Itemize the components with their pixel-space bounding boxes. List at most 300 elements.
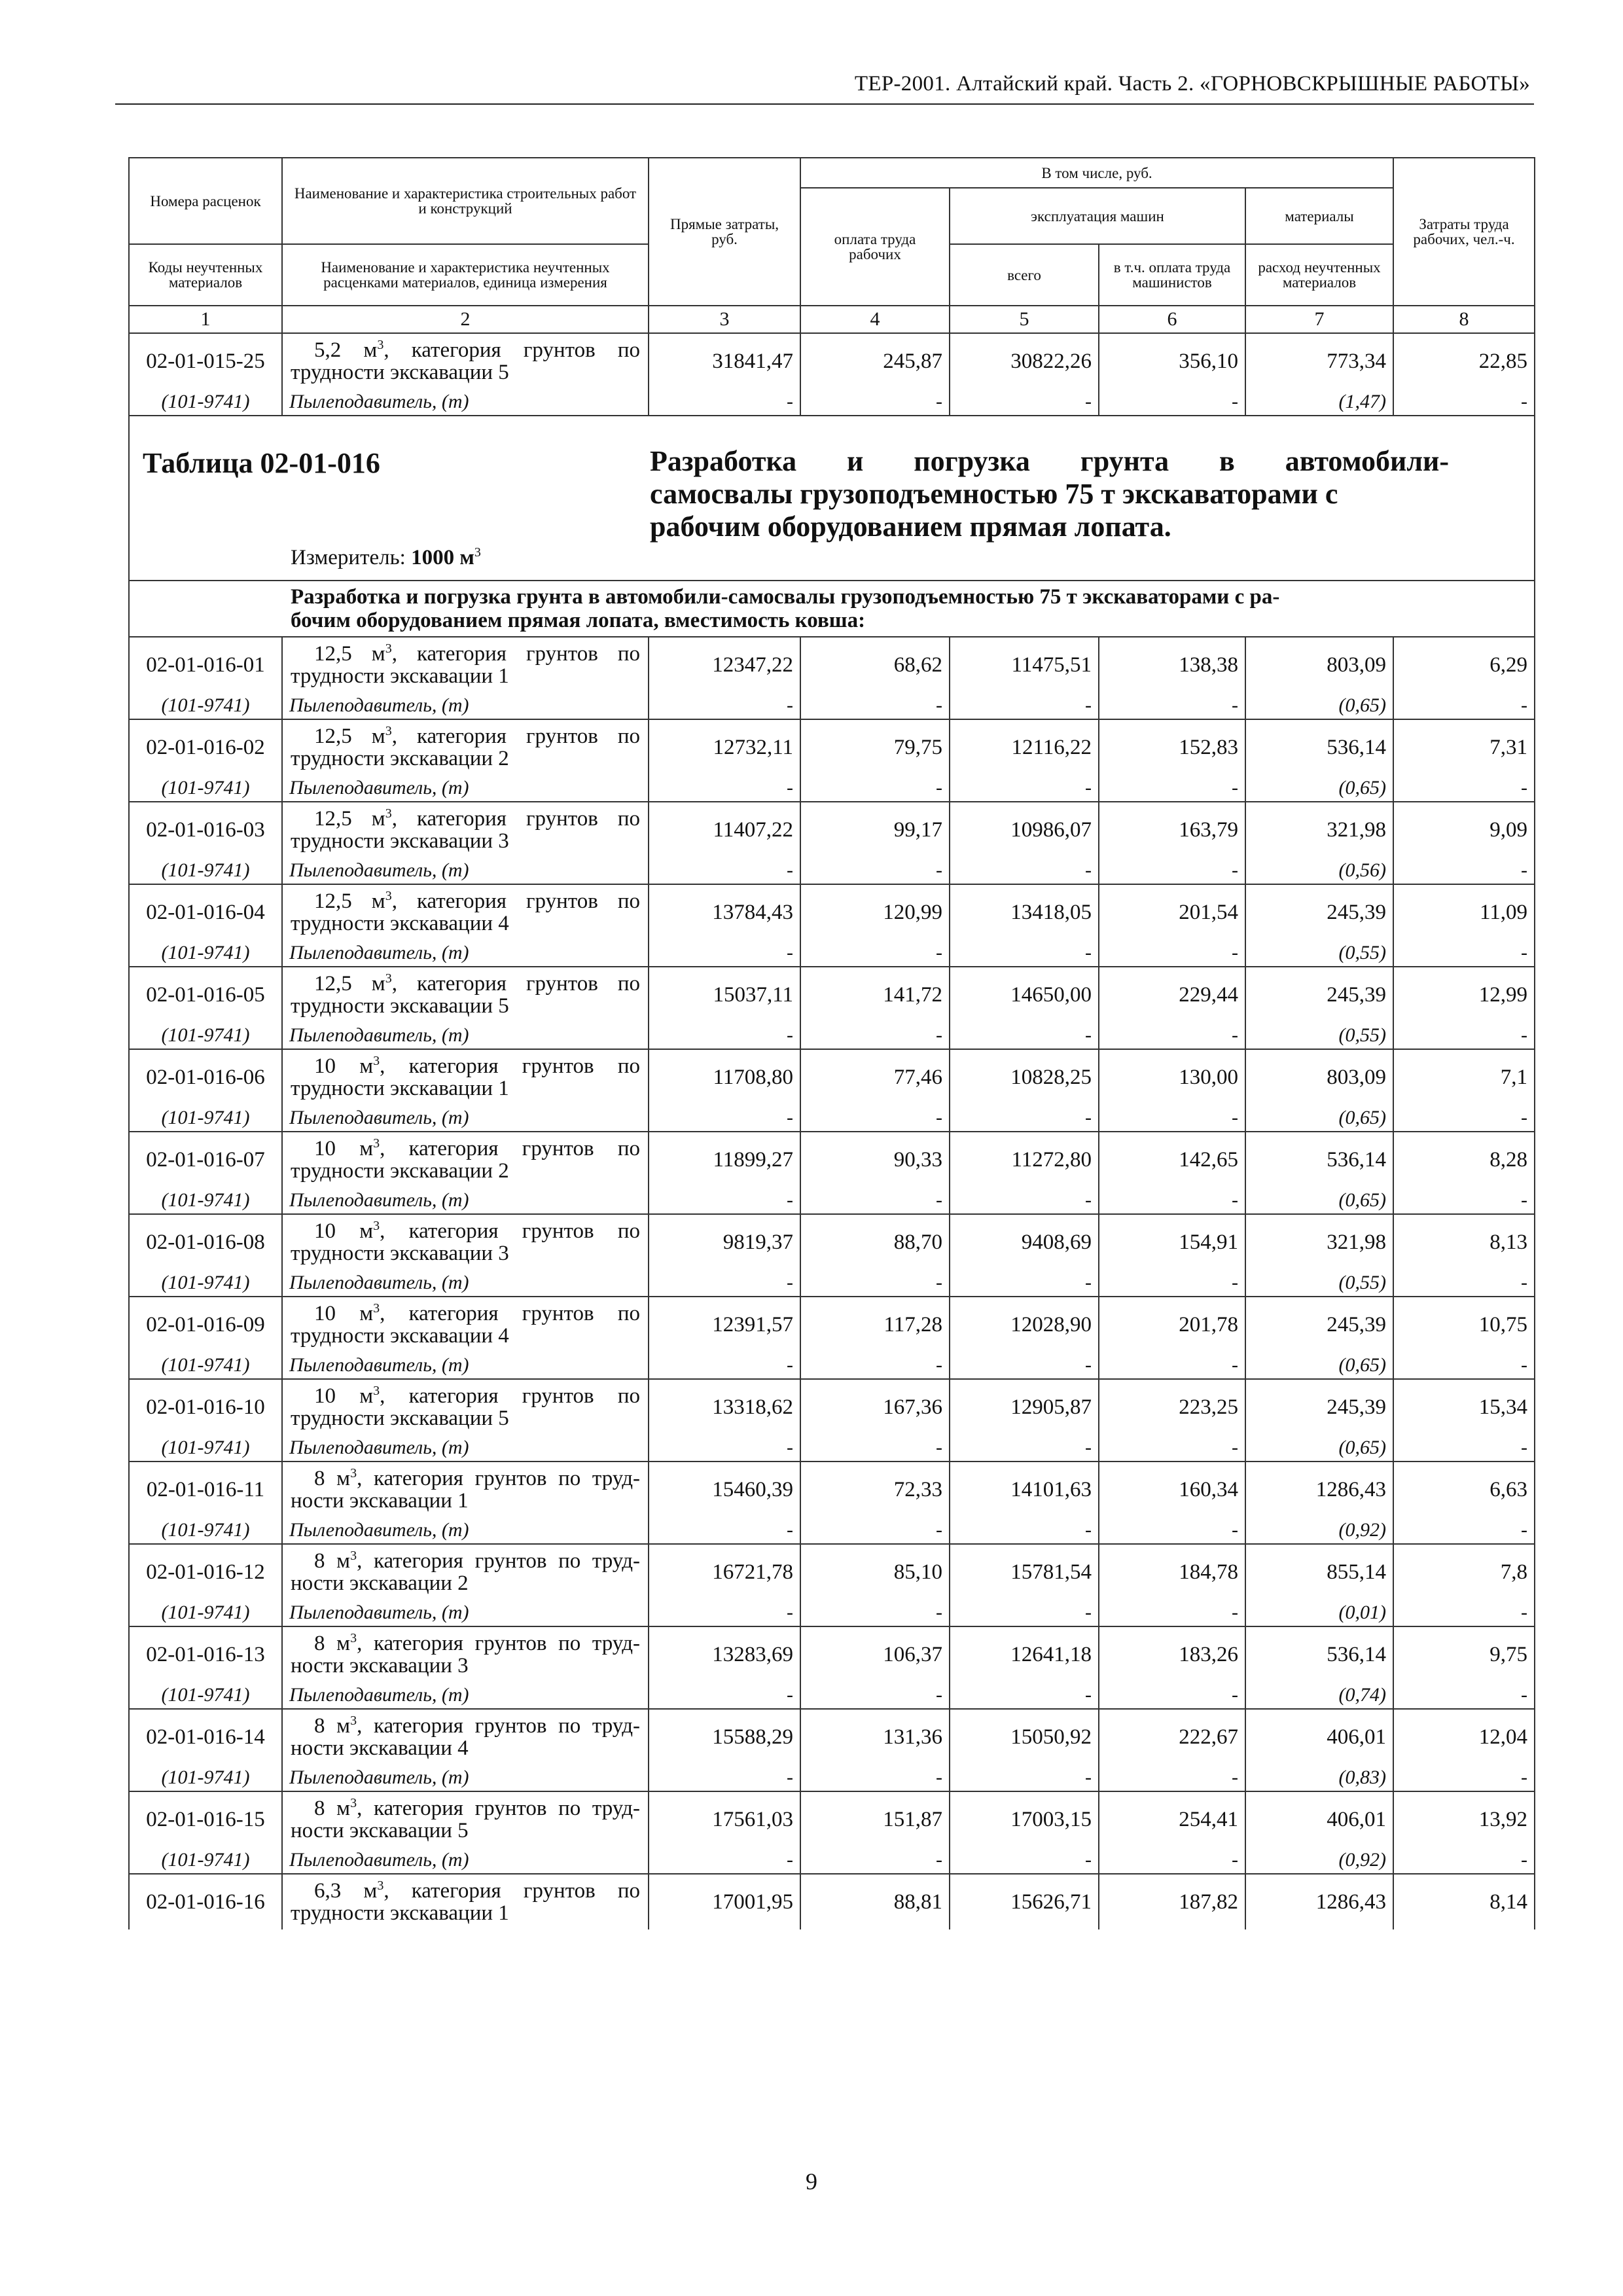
table-title-block	[129, 416, 1535, 581]
rate-text-line1: , категория грунтов по	[380, 1219, 641, 1243]
dash-cell: -	[649, 1517, 800, 1544]
column-number: 2	[282, 306, 649, 333]
materials-cost: 245,39	[1245, 967, 1393, 1022]
rate-description	[282, 1214, 649, 1270]
material-row	[129, 1352, 1535, 1379]
dash-cell: -	[649, 1765, 800, 1791]
column-number: 6	[1099, 306, 1245, 333]
rates-table	[128, 157, 1535, 1929]
dash-cell: -	[649, 1270, 800, 1297]
labor-pay: 117,28	[800, 1297, 950, 1352]
rate-text-line1: , категория грунтов по	[391, 807, 641, 831]
machines-total: 15781,54	[950, 1544, 1099, 1600]
unit-exponent: 3	[385, 889, 392, 903]
table-row	[129, 1462, 1535, 1517]
machines-total: 17003,15	[950, 1791, 1099, 1847]
material-name: Пылеподавитель, (т)	[282, 1022, 649, 1049]
material-code: (101-9741)	[129, 1682, 282, 1709]
machinists-pay: 356,10	[1099, 333, 1245, 389]
header-materials: материалы	[1245, 188, 1393, 244]
header-title: ТЕР-2001. Алтайский край. Часть 2. «ГОРНОВСКРЫШНЫЕ РАБОТЫ»	[854, 72, 1530, 96]
machinists-pay: 130,00	[1099, 1049, 1245, 1105]
dash-cell: -	[1393, 857, 1535, 884]
dash-cell: -	[1393, 1352, 1535, 1379]
unit-exponent: 3	[373, 1384, 380, 1398]
dash-cell: -	[649, 1847, 800, 1874]
table-row	[129, 967, 1535, 1022]
rate-description	[282, 1874, 649, 1929]
rate-code: 02-01-016-09	[129, 1297, 282, 1352]
rate-description	[282, 333, 649, 389]
dash-cell: -	[800, 692, 950, 719]
rate-description	[282, 1297, 649, 1352]
header-machines-total: всего	[950, 244, 1099, 306]
material-code: (101-9741)	[129, 1600, 282, 1626]
measure-value: 1000 м	[411, 546, 474, 569]
rate-unit: м	[363, 1879, 378, 1903]
rate-text-line2: трудности экскавации 5	[291, 994, 509, 1018]
dash-cell: -	[1393, 1435, 1535, 1462]
rate-code: 02-01-016-11	[129, 1462, 282, 1517]
rate-text-line2: ности экскавации 3	[291, 1654, 469, 1677]
material-code: (101-9741)	[129, 1270, 282, 1297]
machinists-pay: 160,34	[1099, 1462, 1245, 1517]
material-consumption: (0,56)	[1245, 857, 1393, 884]
column-number: 8	[1393, 306, 1535, 333]
table-row	[129, 719, 1535, 775]
rate-description	[282, 967, 649, 1022]
rate-text-line2: трудности экскавации 1	[291, 1077, 509, 1100]
dash-cell: -	[1393, 1600, 1535, 1626]
machines-total: 14650,00	[950, 967, 1099, 1022]
materials-cost: 803,09	[1245, 637, 1393, 692]
table-title-line3: рабочим оборудованием прямая лопата.	[650, 511, 1171, 543]
dash-cell: -	[800, 857, 950, 884]
machinists-pay: 201,54	[1099, 884, 1245, 940]
materials-cost: 406,01	[1245, 1791, 1393, 1847]
labor-hours: 7,1	[1393, 1049, 1535, 1105]
machines-total: 10986,07	[950, 802, 1099, 857]
dash-cell: -	[1393, 389, 1535, 416]
column-number: 7	[1245, 306, 1393, 333]
material-code: (101-9741)	[129, 1435, 282, 1462]
labor-pay: 72,33	[800, 1462, 950, 1517]
material-code: (101-9741)	[129, 1022, 282, 1049]
machinists-pay: 187,82	[1099, 1874, 1245, 1929]
rate-text-line1-wrap	[291, 1880, 640, 1902]
machinists-pay: 138,38	[1099, 637, 1245, 692]
measure-label: Измеритель:	[291, 546, 406, 569]
dash-cell: -	[649, 1600, 800, 1626]
labor-pay: 151,87	[800, 1791, 950, 1847]
rate-quantity: 10	[314, 1137, 336, 1160]
rate-quantity: 8	[314, 1549, 325, 1573]
direct-cost: 11899,27	[649, 1132, 800, 1187]
rate-text-line2: трудности экскавации 4	[291, 1324, 509, 1348]
column-number: 5	[950, 306, 1099, 333]
rate-unit: м	[371, 972, 385, 996]
rate-quantity: 10	[314, 1384, 336, 1408]
table-title-line1: Разработка и погрузка грунта в автомобили-	[650, 445, 1450, 477]
rate-text-line1-wrap	[291, 808, 640, 830]
table-title	[650, 445, 1449, 543]
dash-cell: -	[800, 1270, 950, 1297]
dash-cell: -	[649, 1352, 800, 1379]
table-label: Таблица 02-01-016	[143, 447, 380, 479]
direct-cost: 15037,11	[649, 967, 800, 1022]
material-consumption: (1,47)	[1245, 389, 1393, 416]
dash-cell: -	[950, 857, 1099, 884]
dash-cell: -	[1393, 1187, 1535, 1214]
direct-cost: 15460,39	[649, 1462, 800, 1517]
direct-cost: 9819,37	[649, 1214, 800, 1270]
direct-cost: 15588,29	[649, 1709, 800, 1765]
direct-cost: 16721,78	[649, 1544, 800, 1600]
material-name: Пылеподавитель, (т)	[282, 692, 649, 719]
rate-text-line1-wrap	[291, 1055, 640, 1077]
unit-exponent: 3	[373, 1136, 380, 1151]
rate-code: 02-01-016-04	[129, 884, 282, 940]
material-consumption: (0,65)	[1245, 692, 1393, 719]
dash-cell: -	[1099, 940, 1245, 967]
material-row	[129, 940, 1535, 967]
labor-pay: 85,10	[800, 1544, 950, 1600]
dash-cell: -	[1393, 1105, 1535, 1132]
dash-cell: -	[1393, 940, 1535, 967]
rate-unit: м	[336, 1714, 351, 1738]
dash-cell: -	[649, 1022, 800, 1049]
dash-cell: -	[649, 692, 800, 719]
material-code: (101-9741)	[129, 1765, 282, 1791]
machines-total: 30822,26	[950, 333, 1099, 389]
rate-text-line1: , категория грунтов по труд-	[357, 1797, 640, 1820]
unit-exponent: 3	[350, 1796, 357, 1810]
labor-hours: 8,13	[1393, 1214, 1535, 1270]
rate-quantity: 12,5	[314, 972, 352, 996]
rate-description	[282, 884, 649, 940]
rate-text-line1-wrap	[291, 1715, 640, 1737]
rate-code: 02-01-016-12	[129, 1544, 282, 1600]
rate-quantity: 10	[314, 1054, 336, 1078]
table-row	[129, 1626, 1535, 1682]
material-name: Пылеподавитель, (т)	[282, 1847, 649, 1874]
unit-exponent: 3	[350, 1466, 357, 1480]
dash-cell: -	[950, 1022, 1099, 1049]
material-row	[129, 1435, 1535, 1462]
material-consumption: (0,65)	[1245, 775, 1393, 802]
dash-cell: -	[1099, 1847, 1245, 1874]
dash-cell: -	[1393, 1270, 1535, 1297]
material-name: Пылеподавитель, (т)	[282, 1187, 649, 1214]
unit-exponent: 3	[377, 1878, 384, 1893]
dash-cell: -	[1393, 1682, 1535, 1709]
rate-quantity: 12,5	[314, 642, 352, 666]
table-row	[129, 1791, 1535, 1847]
material-code: (101-9741)	[129, 940, 282, 967]
rate-unit: м	[336, 1632, 351, 1655]
rate-unit: м	[359, 1219, 374, 1243]
rate-unit: м	[363, 338, 378, 362]
table-row	[129, 1132, 1535, 1187]
direct-cost: 17001,95	[649, 1874, 800, 1929]
direct-cost: 31841,47	[649, 333, 800, 389]
material-code: (101-9741)	[129, 389, 282, 416]
rate-text-line2: трудности экскавации 2	[291, 747, 509, 770]
unit-exponent: 3	[385, 806, 392, 821]
rate-text-line1-wrap	[291, 1220, 640, 1242]
dash-cell: -	[950, 1270, 1099, 1297]
machinists-pay: 222,67	[1099, 1709, 1245, 1765]
dash-cell: -	[1099, 1600, 1245, 1626]
labor-pay: 79,75	[800, 719, 950, 775]
machines-total: 12905,87	[950, 1379, 1099, 1435]
material-name: Пылеподавитель, (т)	[282, 1105, 649, 1132]
direct-cost: 13784,43	[649, 884, 800, 940]
materials-cost: 1286,43	[1245, 1462, 1393, 1517]
unit-exponent: 3	[350, 1549, 357, 1563]
dash-cell: -	[1099, 1435, 1245, 1462]
dash-cell: -	[1099, 1105, 1245, 1132]
labor-hours: 9,75	[1393, 1626, 1535, 1682]
labor-hours: 12,04	[1393, 1709, 1535, 1765]
table-row	[129, 1214, 1535, 1270]
rate-text-line1: , категория грунтов по труд-	[357, 1632, 640, 1655]
machinists-pay: 223,25	[1099, 1379, 1245, 1435]
dash-cell: -	[1099, 389, 1245, 416]
table-title-line2: самосвалы грузоподъемностью 75 т экскаваторами с	[650, 478, 1338, 510]
material-code: (101-9741)	[129, 1187, 282, 1214]
rate-unit: м	[359, 1302, 374, 1325]
dash-cell: -	[1099, 775, 1245, 802]
labor-pay: 106,37	[800, 1626, 950, 1682]
rate-unit: м	[359, 1384, 374, 1408]
table-row	[129, 1379, 1535, 1435]
dash-cell: -	[649, 1682, 800, 1709]
materials-cost: 245,39	[1245, 1297, 1393, 1352]
machinists-pay: 229,44	[1099, 967, 1245, 1022]
labor-hours: 11,09	[1393, 884, 1535, 940]
labor-hours: 10,75	[1393, 1297, 1535, 1352]
unit-exponent: 3	[373, 1301, 380, 1316]
rate-unit: м	[371, 725, 385, 748]
rate-description	[282, 1132, 649, 1187]
rate-unit: м	[336, 1549, 351, 1573]
labor-hours: 6,63	[1393, 1462, 1535, 1517]
rate-quantity: 12,5	[314, 725, 352, 748]
rate-description	[282, 637, 649, 692]
machinists-pay: 254,41	[1099, 1791, 1245, 1847]
labor-hours: 9,09	[1393, 802, 1535, 857]
column-number: 1	[129, 306, 282, 333]
labor-hours: 15,34	[1393, 1379, 1535, 1435]
labor-hours: 7,31	[1393, 719, 1535, 775]
machinists-pay: 183,26	[1099, 1626, 1245, 1682]
header-materials-uncounted: расход неучтенных материалов	[1245, 244, 1393, 306]
material-row	[129, 692, 1535, 719]
rate-text-line1: , категория грунтов по труд-	[357, 1549, 640, 1573]
dash-cell: -	[800, 940, 950, 967]
labor-hours: 8,14	[1393, 1874, 1535, 1929]
materials-cost: 536,14	[1245, 1626, 1393, 1682]
material-row	[129, 1517, 1535, 1544]
dash-cell: -	[1393, 1517, 1535, 1544]
material-consumption: (0,01)	[1245, 1600, 1393, 1626]
column-number: 3	[649, 306, 800, 333]
labor-pay: 68,62	[800, 637, 950, 692]
table-row	[129, 884, 1535, 940]
material-name: Пылеподавитель, (т)	[282, 1352, 649, 1379]
rate-text-line1: , категория грунтов по	[391, 972, 641, 996]
dash-cell: -	[649, 1105, 800, 1132]
machinists-pay: 163,79	[1099, 802, 1245, 857]
table-row	[129, 802, 1535, 857]
dash-cell: -	[950, 775, 1099, 802]
rate-text-line1-wrap	[291, 1385, 640, 1407]
table-row	[129, 1709, 1535, 1765]
dash-cell: -	[800, 1435, 950, 1462]
rate-text-line1-wrap	[291, 1467, 640, 1490]
rate-code: 02-01-016-02	[129, 719, 282, 775]
materials-cost: 536,14	[1245, 1132, 1393, 1187]
material-consumption: (0,55)	[1245, 1022, 1393, 1049]
header-material-codes: Коды неучтенных материалов	[129, 244, 282, 306]
rate-text-line2: ности экскавации 5	[291, 1819, 469, 1842]
machinists-pay: 184,78	[1099, 1544, 1245, 1600]
material-code: (101-9741)	[129, 1517, 282, 1544]
group-heading-line2: бочим оборудованием прямая лопата, вместимость ковша:	[291, 609, 866, 632]
dash-cell: -	[800, 775, 950, 802]
rate-text-line2: ности экскавации 4	[291, 1736, 469, 1760]
unit-exponent: 3	[373, 1219, 380, 1233]
material-consumption: (0,92)	[1245, 1517, 1393, 1544]
material-name: Пылеподавитель, (т)	[282, 1270, 649, 1297]
header-labor-cost: Затраты труда рабочих, чел.-ч.	[1393, 158, 1535, 306]
dash-cell: -	[950, 1105, 1099, 1132]
material-name: Пылеподавитель, (т)	[282, 775, 649, 802]
rate-text-line1: , категория грунтов по	[380, 1054, 641, 1078]
labor-hours: 7,8	[1393, 1544, 1535, 1600]
dash-cell: -	[950, 940, 1099, 967]
rate-text-line1-wrap	[291, 643, 640, 665]
machines-total: 9408,69	[950, 1214, 1099, 1270]
material-name: Пылеподавитель, (т)	[282, 857, 649, 884]
material-row	[129, 775, 1535, 802]
dash-cell: -	[649, 857, 800, 884]
header-codes: Номера расценок	[129, 158, 282, 244]
table-row	[129, 1544, 1535, 1600]
rate-text-line1: , категория грунтов по	[391, 725, 641, 748]
dash-cell: -	[950, 1187, 1099, 1214]
dash-cell: -	[800, 1105, 950, 1132]
dash-cell: -	[950, 1682, 1099, 1709]
material-code: (101-9741)	[129, 1847, 282, 1874]
labor-hours: 8,28	[1393, 1132, 1535, 1187]
material-consumption: (0,65)	[1245, 1187, 1393, 1214]
material-row	[129, 1105, 1535, 1132]
rate-text-line1-wrap	[291, 725, 640, 747]
table-row	[129, 333, 1535, 389]
material-consumption: (0,83)	[1245, 1765, 1393, 1791]
dash-cell: -	[1099, 1022, 1245, 1049]
dash-cell: -	[649, 1435, 800, 1462]
dash-cell: -	[800, 1682, 950, 1709]
dash-cell: -	[1393, 1847, 1535, 1874]
dash-cell: -	[1099, 857, 1245, 884]
material-row	[129, 857, 1535, 884]
group-heading	[129, 581, 1535, 637]
dash-cell: -	[1099, 692, 1245, 719]
dash-cell: -	[1099, 1682, 1245, 1709]
materials-cost: 321,98	[1245, 802, 1393, 857]
rate-description	[282, 1049, 649, 1105]
rate-quantity: 8	[314, 1797, 325, 1820]
material-code: (101-9741)	[129, 1105, 282, 1132]
rate-text-line1-wrap	[291, 1797, 640, 1820]
machines-total: 14101,63	[950, 1462, 1099, 1517]
materials-cost: 245,39	[1245, 884, 1393, 940]
rate-code: 02-01-016-06	[129, 1049, 282, 1105]
machines-total: 10828,25	[950, 1049, 1099, 1105]
running-header	[115, 71, 1534, 105]
rate-quantity: 8	[314, 1632, 325, 1655]
dash-cell: -	[800, 1517, 950, 1544]
unit-exponent: 3	[385, 724, 392, 738]
direct-cost: 17561,03	[649, 1791, 800, 1847]
rate-text-line1: , категория грунтов по	[380, 1302, 641, 1325]
machines-total: 12641,18	[950, 1626, 1099, 1682]
unit-exponent: 3	[385, 641, 392, 656]
header-including: В том числе, руб.	[800, 158, 1393, 188]
dash-cell: -	[950, 1352, 1099, 1379]
rate-description	[282, 1544, 649, 1600]
dash-cell: -	[649, 389, 800, 416]
dash-cell: -	[950, 692, 1099, 719]
rate-code: 02-01-016-07	[129, 1132, 282, 1187]
material-name: Пылеподавитель, (т)	[282, 940, 649, 967]
rate-text-line1: , категория грунтов по труд-	[357, 1467, 640, 1490]
rate-text-line1: , категория грунтов по	[383, 338, 641, 362]
material-row	[129, 1270, 1535, 1297]
rate-text-line1: , категория грунтов по	[391, 889, 641, 913]
labor-pay: 99,17	[800, 802, 950, 857]
header-machines: эксплуатация машин	[950, 188, 1245, 244]
material-name: Пылеподавитель, (т)	[282, 1435, 649, 1462]
material-consumption: (0,65)	[1245, 1435, 1393, 1462]
unit-exponent: 3	[385, 971, 392, 986]
rate-description	[282, 1791, 649, 1847]
materials-cost: 1286,43	[1245, 1874, 1393, 1929]
dash-cell: -	[800, 1765, 950, 1791]
machines-total: 11475,51	[950, 637, 1099, 692]
rate-quantity: 12,5	[314, 807, 352, 831]
rate-unit: м	[371, 889, 385, 913]
rate-text-line1: , категория грунтов по труд-	[357, 1714, 640, 1738]
dash-cell: -	[800, 389, 950, 416]
labor-pay: 131,36	[800, 1709, 950, 1765]
material-row	[129, 1847, 1535, 1874]
rate-description	[282, 802, 649, 857]
rate-quantity: 10	[314, 1219, 336, 1243]
material-row	[129, 1682, 1535, 1709]
page-number: 9	[806, 2168, 817, 2195]
material-code: (101-9741)	[129, 775, 282, 802]
rate-quantity: 8	[314, 1467, 325, 1490]
dash-cell: -	[649, 775, 800, 802]
rate-unit: м	[371, 642, 385, 666]
header-direct: Прямые затраты, руб.	[649, 158, 800, 306]
material-consumption: (0,55)	[1245, 940, 1393, 967]
header-name: Наименование и характеристика строительных работ и конструкций	[282, 158, 649, 244]
